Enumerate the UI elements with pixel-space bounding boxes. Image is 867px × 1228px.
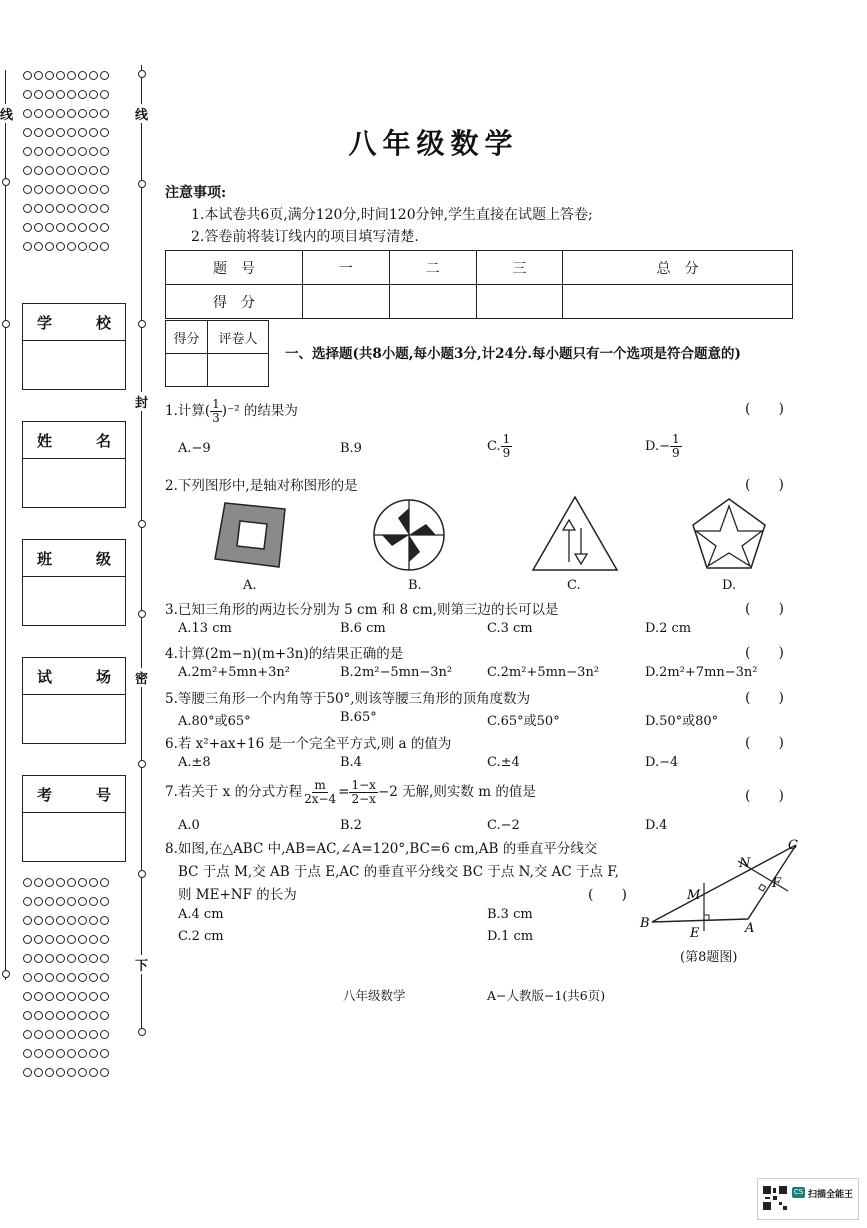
score-cell[interactable] [563,285,793,319]
q1-c-label: C. [487,439,501,454]
q7-frac1-num: m [314,778,326,792]
q1-option-b: B.9 [340,441,362,456]
dot-pattern-top [22,66,122,256]
binding-hole-icon [2,320,10,328]
q1-option-c [487,433,512,460]
binding-hole-icon [2,970,10,978]
answer-paren[interactable]: ( ) [745,735,784,751]
q7-option-d: D.4 [645,818,668,833]
bind-char-seal: 封 [135,392,148,411]
q7-equals: = [338,784,350,800]
grader-table [165,320,269,387]
q2-label-c: C. [567,578,581,593]
q7-frac1-den: 2x−4 [304,792,337,806]
q5-option-b: B.65° [340,710,377,725]
q7-post: −2 无解,则实数 m 的值是 [377,784,536,800]
q3-option-b: B.6 cm [340,621,386,636]
section-heading: 一、选择题(共8小题,每小题3分,计24分.每小题只有一个选项是符合题意的) [285,346,741,362]
q4-option-d: D.2m²+7mn−3n² [645,665,758,680]
footer-subject: 八年级数学 [343,988,406,1003]
exam-room-field[interactable] [22,657,126,744]
q8-label-m: M [687,888,701,903]
binding-hole-icon [138,320,146,328]
q1-suffix: )⁻² 的结果为 [221,403,298,419]
q8-label-e: E [690,926,700,941]
q8-triangle-figure [638,835,808,945]
q1-d-den: 9 [671,446,680,460]
q2-label-a: A. [243,578,257,593]
class-label-char: 级 [95,549,111,568]
q4-option-c: C.2m²+5mn−3n² [487,665,600,680]
q1-c-num: 1 [502,432,511,446]
q3-option-a: A.13 cm [178,621,232,636]
q7-option-a: A.0 [178,818,200,833]
grader-score-label: 得分 [166,321,208,354]
exam-number-field[interactable] [22,775,126,862]
class-field[interactable] [22,539,126,626]
binding-hole-icon [138,870,146,878]
score-header-cell: 三 [476,251,563,285]
q8-label-c: C [788,838,798,853]
question-5: 5.等腰三角形一个内角等于50°,则该等腰三角形的顶角度数为 [165,691,531,707]
answer-paren[interactable]: ( ) [745,690,784,706]
q3-option-d: D.2 cm [645,621,692,636]
question-7 [165,779,536,806]
q1-c-den: 9 [502,446,511,460]
q7-frac2-num: 1−x [351,778,376,792]
q1-option-d [645,433,682,460]
figure-b-pinwheel-icon [372,498,446,572]
q7-option-c: C.−2 [487,818,520,833]
q8-label-f: F [772,876,782,891]
footer-page-info: A−人教版−1(共6页) [487,988,606,1003]
scanner-watermark [757,1178,859,1220]
q1-d-label: D.− [645,439,670,454]
school-label-char: 学 [37,313,53,332]
page-title: 八年级数学 [348,127,519,160]
number-label-char: 考 [37,785,53,804]
q8-label-n: N [739,856,751,871]
q4-option-b: B.2m²−5mn−3n² [340,665,453,680]
binding-hole-icon [138,70,146,78]
bind-char-left-line: 线 [0,104,13,123]
binding-hole-icon [138,1028,146,1036]
q3-option-c: C.3 cm [487,621,533,636]
number-label-char: 号 [95,785,111,804]
score-header-cell: 二 [389,251,476,285]
question-1 [165,398,298,425]
q5-option-d: D.50°或80° [645,714,719,729]
q6-option-c: C.±4 [487,755,520,770]
q6-option-d: D.−4 [645,755,679,770]
scanner-logo-icon: CS [793,1188,804,1196]
class-label-char: 班 [37,549,53,568]
q7-option-b: B.2 [340,818,362,833]
q7-pre: 7.若关于 x 的分式方程 [165,784,303,800]
q1-den: 3 [212,411,220,425]
question-2: 2.下列图形中,是轴对称图形的是 [165,478,358,494]
grader-name-cell[interactable] [208,354,269,387]
figure-a-square-icon [205,495,300,575]
answer-paren[interactable]: ( ) [745,477,784,493]
q4-option-a: A.2m²+5mn+3n² [178,665,290,680]
q2-label-b: B. [408,578,422,593]
figure-d-star-pentagon-icon [690,496,768,574]
score-row-label: 得 分 [166,285,303,319]
q8-option-c: C.2 cm [178,929,224,944]
q6-option-b: B.4 [340,755,362,770]
q8-label-b: B [640,916,650,931]
q8-option-d: D.1 cm [487,929,534,944]
name-label-char: 名 [95,431,111,450]
name-label-char: 姓 [37,431,53,450]
q8-line: 8.如图,在△ABC 中,AB=AC,∠A=120°,BC=6 cm,AB 的垂直平分线交 [165,841,598,857]
binding-hole-icon [138,760,146,768]
q1-num: 1 [212,397,220,411]
dot-pattern-bottom [22,873,122,1082]
q8-line: BC 于点 M,交 AB 于点 E,AC 的垂直平分线交 BC 于点 N,交 AC 于点 F, [178,864,619,880]
notes [165,182,593,248]
bind-char-line: 线 [135,104,148,123]
q8-option-b: B.3 cm [487,907,533,922]
question-6: 6.若 x²+ax+16 是一个完全平方式,则 a 的值为 [165,736,452,752]
binding-line [141,65,142,1035]
grader-name-label: 评卷人 [208,321,269,354]
q1-prefix: 1.计算( [165,403,211,419]
answer-paren[interactable]: ( ) [588,887,627,903]
q2-label-d: D. [722,578,737,593]
score-header-cell: 一 [303,251,390,285]
q8-option-a: A.4 cm [178,907,224,922]
qr-code-icon [762,1185,788,1211]
score-cell[interactable] [476,285,563,319]
bind-char-secret: 密 [135,668,148,687]
question-3: 3.已知三角形的两边长分别为 5 cm 和 8 cm,则第三边的长可以是 [165,602,559,618]
score-header-cell: 题 号 [166,251,303,285]
notes-item: 1.本试卷共6页,满分120分,时间120分钟,学生直接在试题上答卷; [191,207,593,223]
score-cell[interactable] [303,285,390,319]
answer-paren[interactable]: ( ) [745,601,784,617]
name-field[interactable] [22,421,126,508]
scanner-name: 扫描全能王 [808,1190,854,1200]
notes-heading: 注意事项: [165,185,227,201]
outer-binding-line [5,70,6,980]
q8-figure-caption: (第8题图) [680,950,738,965]
q6-option-a: A.±8 [178,755,211,770]
answer-paren[interactable]: ( ) [745,401,784,417]
binding-hole-icon [138,520,146,528]
question-4: 4.计算(2m−n)(m+3n)的结果正确的是 [165,646,404,662]
q1-fraction [210,398,222,425]
answer-paren[interactable]: ( ) [745,788,784,804]
q8-line: 则 ME+NF 的长为 [178,887,297,903]
binding-hole-icon [138,180,146,188]
score-table [165,250,793,319]
score-header-cell: 总 分 [563,251,793,285]
school-label-char: 校 [95,313,111,332]
binding-hole-icon [2,178,10,186]
q5-option-a: A.80°或65° [178,714,251,729]
room-label-char: 场 [95,667,111,686]
figure-c-triangle-arrows-icon [530,494,620,574]
answer-paren[interactable]: ( ) [745,645,784,661]
score-cell[interactable] [389,285,476,319]
q7-frac2-den: 2−x [351,792,376,806]
q5-option-c: C.65°或50° [487,714,560,729]
q1-option-a: A.−9 [178,441,211,456]
room-label-char: 试 [37,667,53,686]
school-field[interactable] [22,303,126,390]
q8-label-a: A [745,921,755,936]
notes-item: 2.答卷前将装订线内的项目填写清楚. [191,229,419,245]
q1-d-num: 1 [671,432,680,446]
question-8 [165,838,619,907]
grader-score-cell[interactable] [166,354,208,387]
bind-char-below: 下 [135,955,148,974]
binding-hole-icon [138,610,146,618]
